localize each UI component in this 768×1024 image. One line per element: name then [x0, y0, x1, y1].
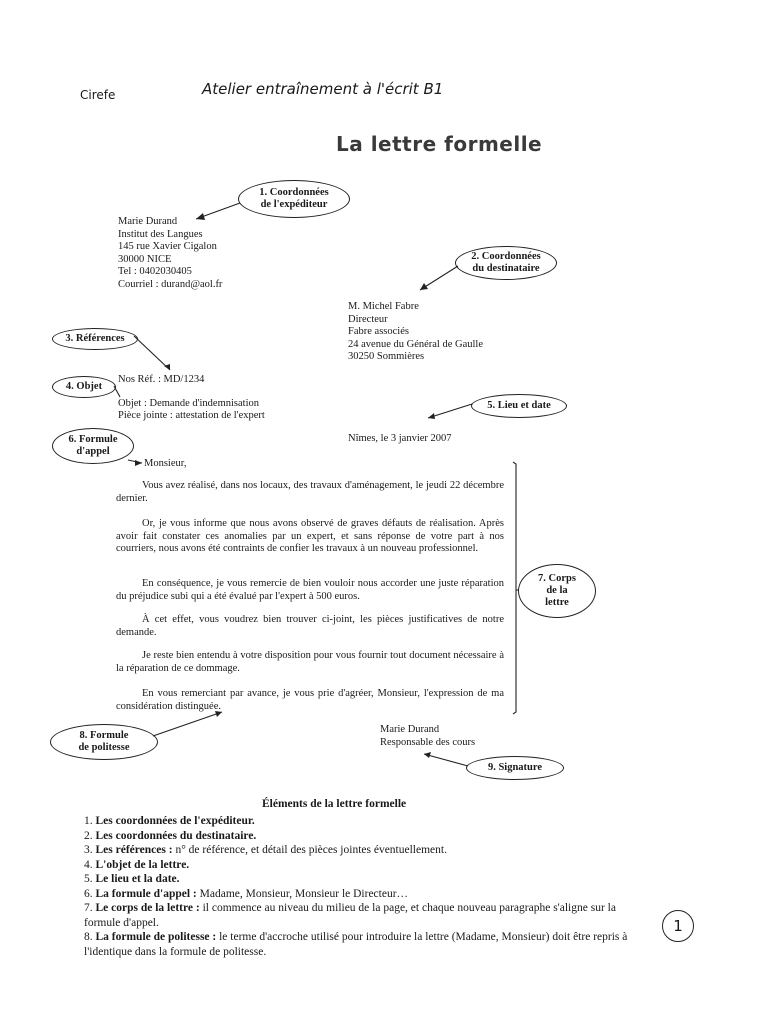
- sender-address: Marie Durand Institut des Langues 145 rue Xavier Cigalon 30000 NICE Tel : 0402030405 Courriel : durand@aol.fr: [118, 216, 223, 290]
- paragraph-3: En conséquence, je vous remercie de bien vouloir nous accorder une juste réparation du préjudice subi qui a été évalué par l'expert à 500 euros.: [116, 578, 504, 602]
- label-references: 3. Références: [52, 328, 138, 350]
- label-objet: 4. Objet: [52, 376, 116, 398]
- objet-line: Objet : Demande d'indemnisation: [118, 398, 259, 409]
- recipient-address: M. Michel Fabre Directeur Fabre associés 24 avenue du Général de Gaulle 30250 Sommières: [348, 301, 483, 362]
- salutation: Monsieur,: [144, 458, 187, 469]
- lieu-date: Nîmes, le 3 janvier 2007: [348, 433, 452, 444]
- list-item: 1. Les coordonnées de l'expéditeur.: [84, 815, 255, 827]
- paragraph-5: Je reste bien entendu à votre disposition pour vous fournir tout document nécessaire à la réparation de ce dommage.: [116, 650, 504, 674]
- page-number: 1: [662, 910, 694, 942]
- org-name: Cirefe: [80, 88, 116, 102]
- signature-block: Marie Durand Responsable des cours: [380, 724, 476, 748]
- piece-jointe-line: Pièce jointe : attestation de l'expert: [118, 410, 265, 421]
- page-title: La lettre formelle: [336, 132, 543, 156]
- label-formule-politesse: 8. Formule de politesse: [50, 724, 158, 760]
- list-item: 3. Les références : n° de référence, et détail des pièces jointes éventuellement.: [84, 844, 447, 856]
- label-coordonnees-expediteur: 1. Coordonnées de l'expéditeur: [238, 180, 350, 218]
- label-signature: 9. Signature: [466, 756, 564, 780]
- list-item: 6. La formule d'appel : Madame, Monsieur, Monsieur le Directeur…: [84, 887, 409, 900]
- label-coordonnees-destinataire: 2. Coordonnées du destinataire: [455, 246, 557, 280]
- paragraph-6: En vous remerciant par avance, je vous prie d'agréer, Monsieur, l'expression de ma considération distinguée.: [116, 688, 504, 712]
- list-item: 8. La formule de politesse : le terme d'accroche utilisé pour introduire la lettre (Madame, Monsieur) doit être repris à l'identique dans la formule de politesse.: [84, 931, 628, 958]
- label-formule-appel: 6. Formule d'appel: [52, 428, 134, 464]
- label-lieu-date: 5. Lieu et date: [471, 394, 567, 418]
- elements-heading: Éléments de la lettre formelle: [262, 798, 407, 810]
- paragraph-4: À cet effet, vous voudrez bien trouver ci-joint, les pièces justificatives de notre demande.: [116, 614, 504, 638]
- list-item: 2. Les coordonnées du destinataire.: [84, 829, 257, 842]
- list-item: 4. L'objet de la lettre.: [84, 858, 190, 871]
- references: Nos Réf. : MD/1234: [118, 374, 205, 385]
- list-item: 7. Le corps de la lettre : il commence au niveau du milieu de la page, et chaque nouveau paragraphe s'aligne sur la formule d'appel.: [84, 902, 616, 929]
- paragraph-2: Or, je vous informe que nous avons observé de graves défauts de réalisation. Après avoir fait constater ces anomalies par un expert, et sans réponse de votre part à nos courriers, nous avons été contraints de confier les travaux à un nouveau professionnel.: [116, 518, 504, 554]
- label-corps-lettre: 7. Corps de la lettre: [518, 564, 596, 618]
- paragraph-1: Vous avez réalisé, dans nos locaux, des travaux d'aménagement, le jeudi 22 décembre dernier.: [116, 480, 504, 504]
- workshop-title: Atelier entraînement à l'écrit B1: [202, 80, 444, 98]
- list-item: 5. Le lieu et la date.: [84, 873, 180, 885]
- elements-list: [70, 814, 632, 959]
